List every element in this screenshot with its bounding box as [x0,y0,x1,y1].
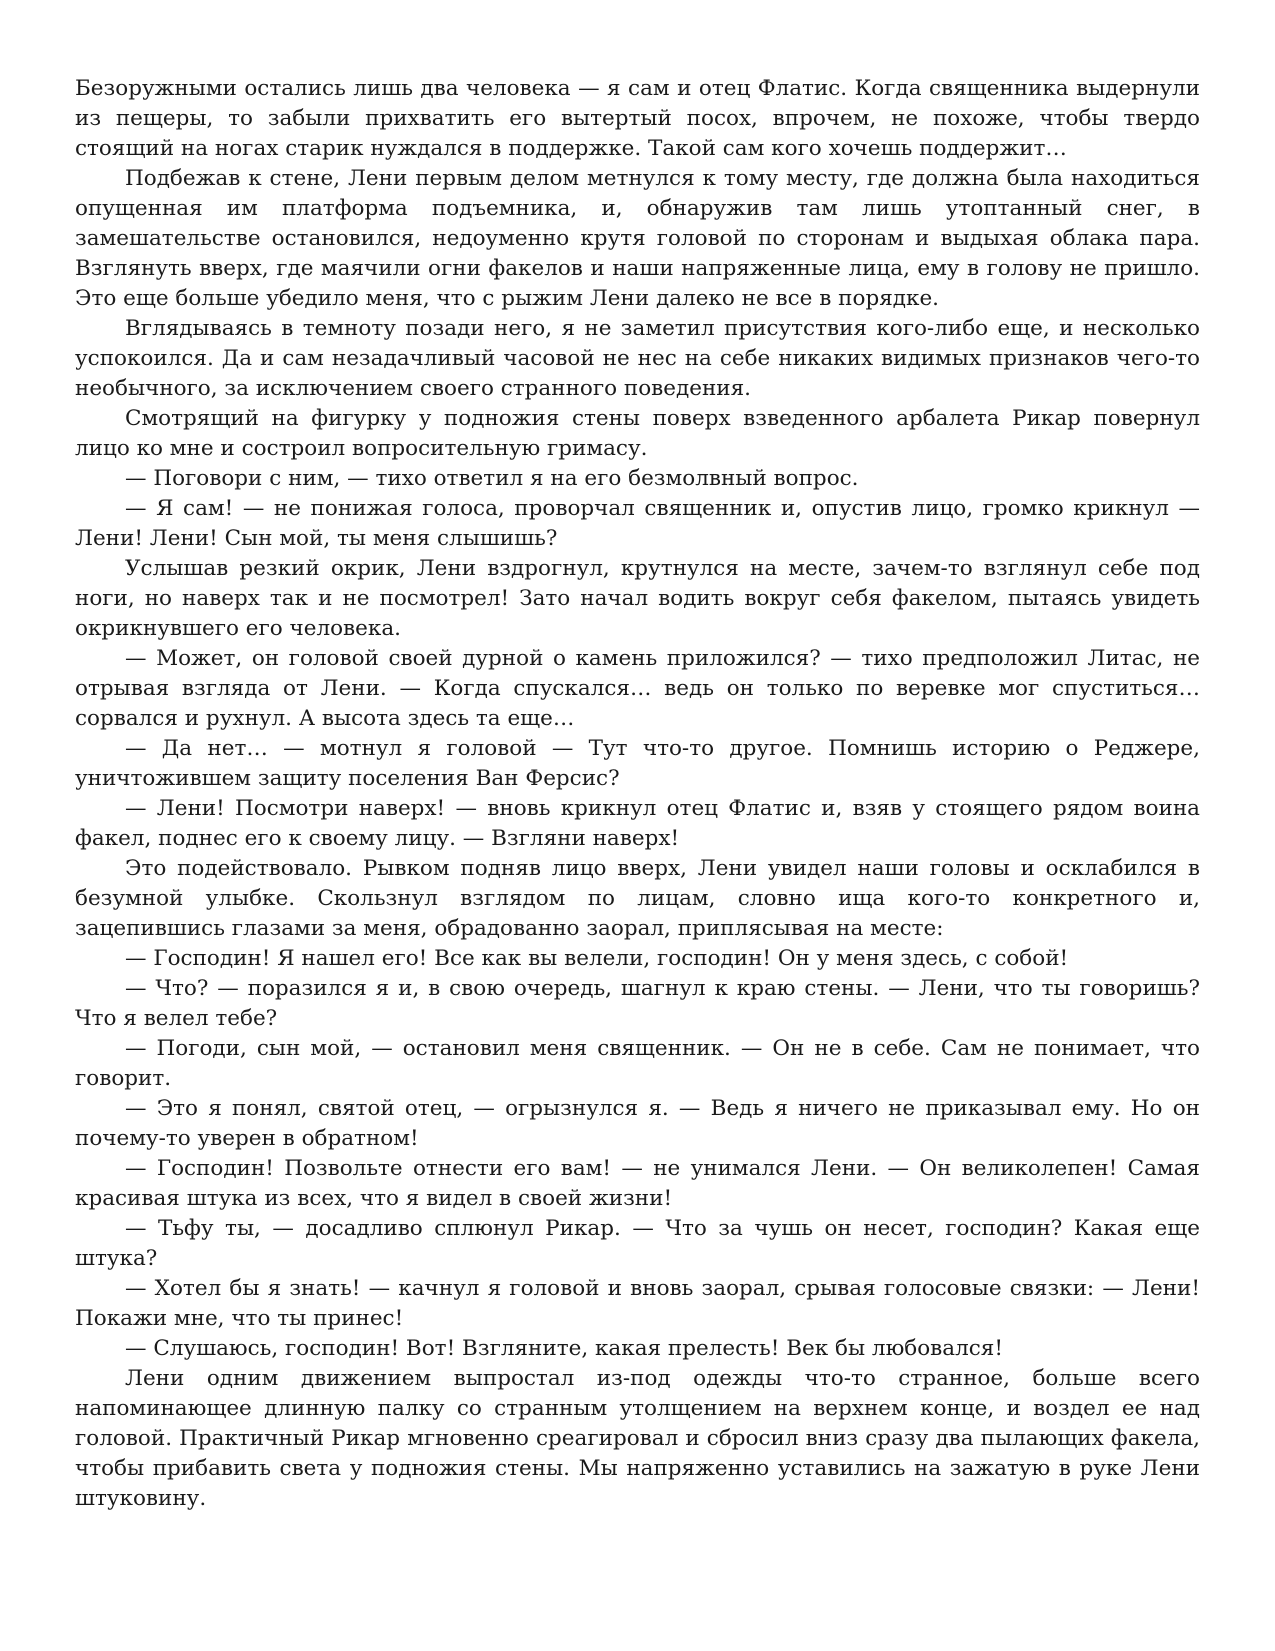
paragraph: Лени одним движением выпростал из-под одежды что-то странное, больше всего напоминающее длинную палку со странным утолщением на верхнем конце, и воздел ее над головой. Практичный Рикар мгновенно среагировал и сбросил вниз сразу два пылающих факела, чтобы прибавить света у подножия стены. Мы напряженно уставились на зажатую в руке Лени штуковину. [75,1366,1200,1511]
paragraph: — Да нет… — мотнул я головой — Тут что-то другое. Помнишь историю о Реджере, уничтожившем защиту поселения Ван Ферсис? [75,736,1200,791]
paragraph: — Лени! Посмотри наверх! — вновь крикнул отец Флатис и, взяв у стоящего рядом воина факел, поднес его к своему лицу. — Взгляни наверх! [75,796,1200,851]
paragraph: Это подействовало. Рывком подняв лицо вверх, Лени увидел наши головы и осклабился в безумной улыбке. Скользнул взглядом по лицам, словно ища кого-то конкретного и, зацепившись глазами за меня, обрадованно заорал, приплясывая на месте: [75,856,1200,941]
paragraph: — Это я понял, святой отец, — огрызнулся я. — Ведь я ничего не приказывал ему. Но он почему-то уверен в обратном! [75,1096,1200,1151]
paragraph: — Господин! Я нашел его! Все как вы велели, господин! Он у меня здесь, с собой! [125,946,1069,971]
paragraph: Безоружными остались лишь два человека — я сам и отец Флатис. Когда священника выдернули из пещеры, то забыли прихватить его вытертый посох, впрочем, не похоже, чтобы твердо стоящий на ногах старик нуждался в поддержке. Такой сам кого хочешь поддержит… [75,76,1200,161]
paragraph: — Что? — поразился я и, в свою очередь, шагнул к краю стены. — Лени, что ты говоришь? Что я велел тебе? [75,976,1200,1031]
paragraph: Подбежав к стене, Лени первым делом метнулся к тому месту, где должна была находиться опущенная им платформа подъемника, и, обнаружив там лишь утоптанный снег, в замешательстве остановился, недоуменно крутя головой по сторонам и выдыхая облака пара. Взглянуть вверх, где маячили огни факелов и наши напряженные лица, ему в голову не пришло. Это еще больше убедило меня, что с рыжим Лени далеко не все в порядке. [75,166,1200,311]
paragraph: — Господин! Позвольте отнести его вам! — не унимался Лени. — Он великолепен! Самая красивая штука из всех, что я видел в своей жизни! [75,1156,1200,1211]
paragraph: Вглядываясь в темноту позади него, я не заметил присутствия кого-либо еще, и несколько успокоился. Да и сам незадачливый часовой не нес на себе никаких видимых признаков чего-то необычного, за исключением своего странного поведения. [75,316,1200,401]
paragraph: Смотрящий на фигурку у подножия стены поверх взведенного арбалета Рикар повернул лицо ко мне и состроил вопросительную гримасу. [75,406,1200,461]
paragraph: — Хотел бы я знать! — качнул я головой и вновь заорал, срывая голосовые связки: — Лени! Покажи мне, что ты принес! [75,1276,1200,1331]
paragraph: — Погоди, сын мой, — остановил меня священник. — Он не в себе. Сам не понимает, что говорит. [75,1036,1200,1091]
paragraph: — Может, он головой своей дурной о камень приложился? — тихо предположил Литас, не отрывая взгляда от Лени. — Когда спускался… ведь он только по веревке мог спуститься… сорвался и рухнул. А высота здесь та еще… [75,646,1200,731]
paragraph: Услышав резкий окрик, Лени вздрогнул, крутнулся на месте, зачем-то взглянул себе под ноги, но наверх так и не посмотрел! Зато начал водить вокруг себя факелом, пытаясь увидеть окрикнувшего его человека. [75,556,1200,641]
paragraph: — Я сам! — не понижая голоса, проворчал священник и, опустив лицо, громко крикнул — Лени! Лени! Сын мой, ты меня слышишь? [75,496,1200,551]
paragraph: — Слушаюсь, господин! Вот! Взгляните, какая прелесть! Век бы любовался! [125,1336,1003,1361]
paragraph: — Поговори с ним, — тихо ответил я на его безмолвный вопрос. [125,466,859,491]
paragraph: — Тьфу ты, — досадливо сплюнул Рикар. — Что за чушь он несет, господин? Какая еще штука? [75,1216,1200,1271]
document-page [75,74,1200,1514]
